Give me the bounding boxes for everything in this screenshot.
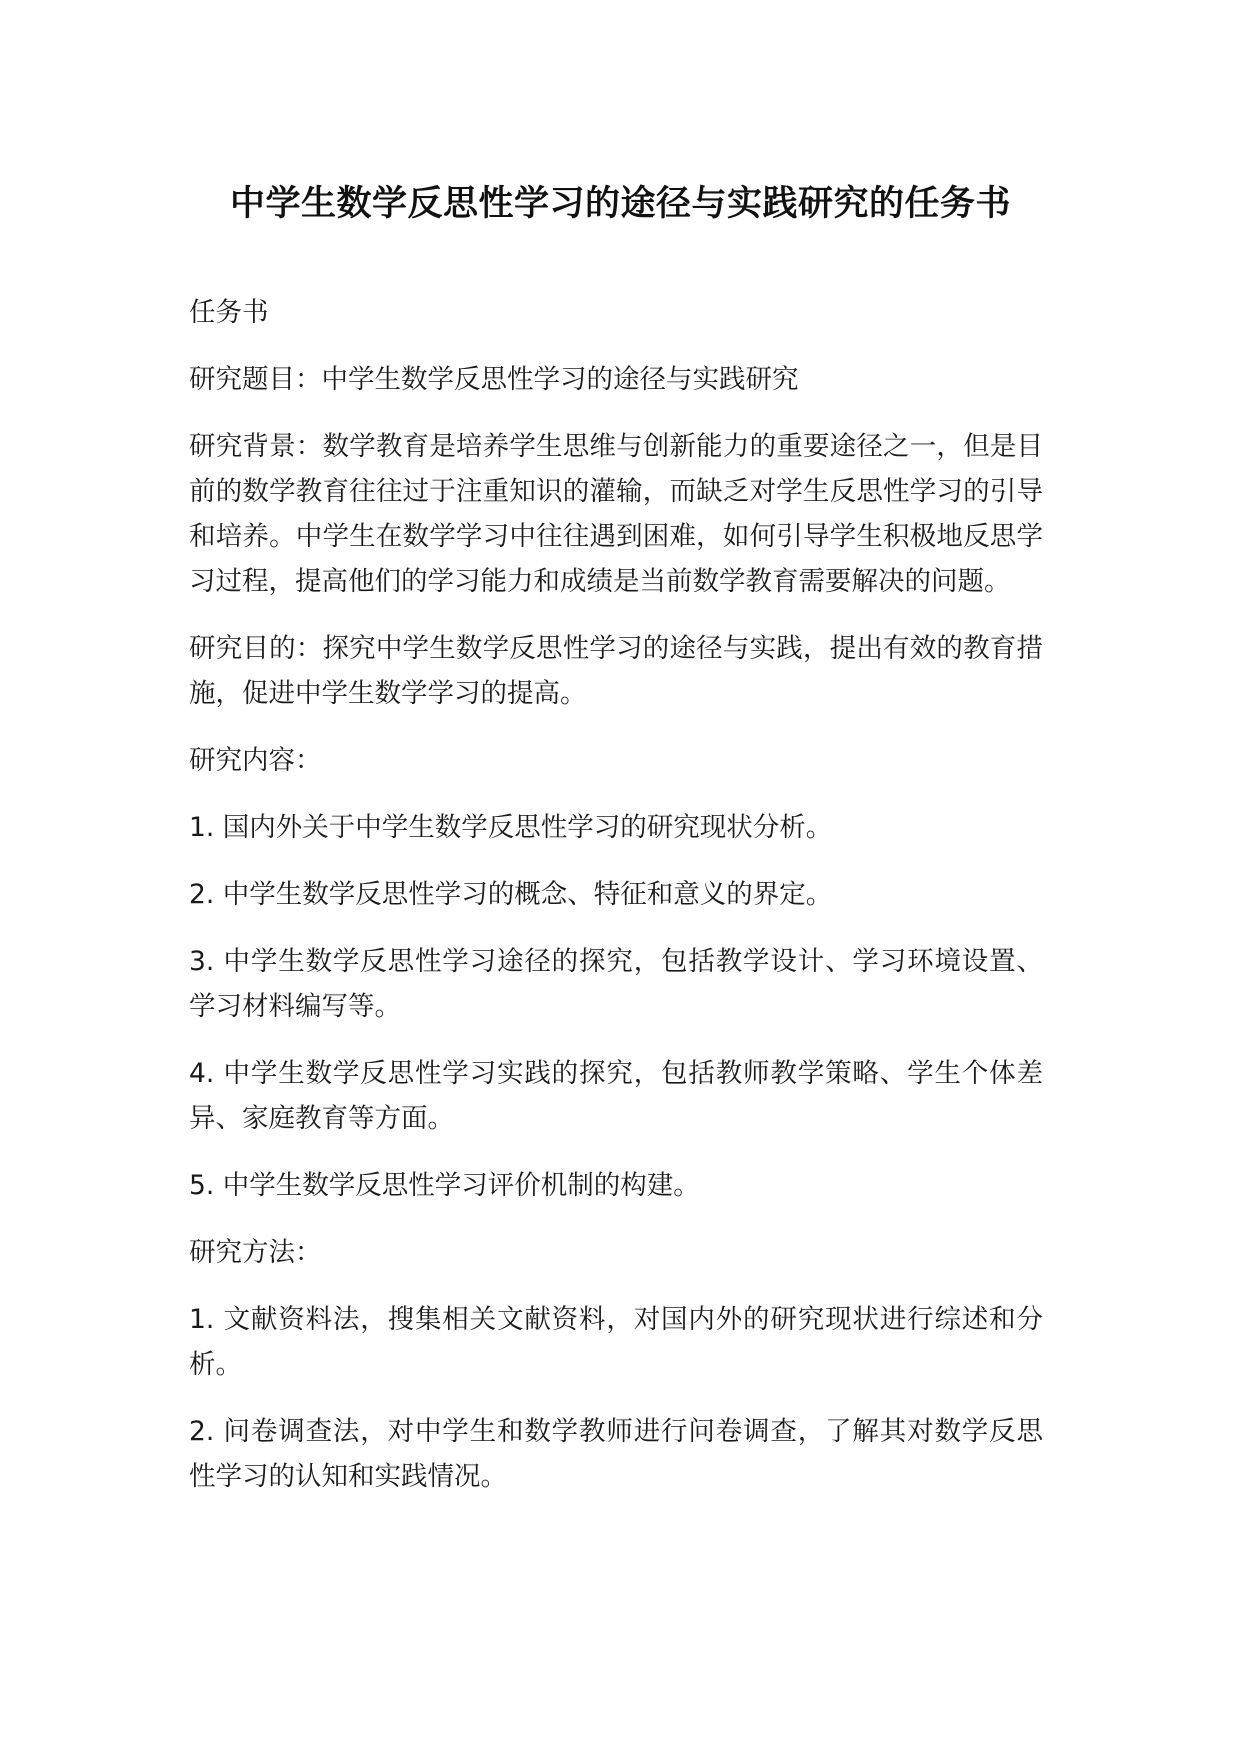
method-item-1: 1. 文献资料法，搜集相关文献资料，对国内外的研究现状进行综述和分析。 xyxy=(189,1304,1043,1380)
content-item-4: 4. 中学生数学反思性学习实践的探究，包括教师教学策略、学生个体差异、家庭教育等方面。 xyxy=(189,1058,1043,1134)
research-background: 研究背景：数学教育是培养学生思维与创新能力的重要途径之一，但是目前的数学教育往往过于注重知识的灌输，而缺乏对学生反思性学习的引导和培养。中学生在数学学习中往往遇到困难，如何引导学生积极地反思学习过程，提高他们的学习能力和成绩是当前数学教育需要解决的问题。 xyxy=(189,431,1043,597)
content-item-1: 1. 国内外关于中学生数学反思性学习的研究现状分析。 xyxy=(189,812,833,843)
research-content-heading: 研究内容： xyxy=(189,745,322,776)
section-heading-task-book: 任务书 xyxy=(189,297,269,328)
research-purpose: 研究目的：探究中学生数学反思性学习的途径与实践，提出有效的教育措施，促进中学生数学学习的提高。 xyxy=(189,633,1043,709)
document-body xyxy=(189,290,1043,1521)
document-title: 中学生数学反思性学习的途径与实践研究的任务书 xyxy=(229,184,1011,224)
content-item-2: 2. 中学生数学反思性学习的概念、特征和意义的界定。 xyxy=(189,879,833,910)
research-methods-heading: 研究方法： xyxy=(189,1237,322,1268)
content-item-5: 5. 中学生数学反思性学习评价机制的构建。 xyxy=(189,1170,700,1201)
research-topic: 研究题目：中学生数学反思性学习的途径与实践研究 xyxy=(189,364,799,395)
method-item-2: 2. 问卷调查法，对中学生和数学教师进行问卷调查，了解其对数学反思性学习的认知和实践情况。 xyxy=(189,1416,1043,1492)
content-item-3: 3. 中学生数学反思性学习途径的探究，包括教学设计、学习环境设置、学习材料编写等。 xyxy=(189,946,1043,1022)
